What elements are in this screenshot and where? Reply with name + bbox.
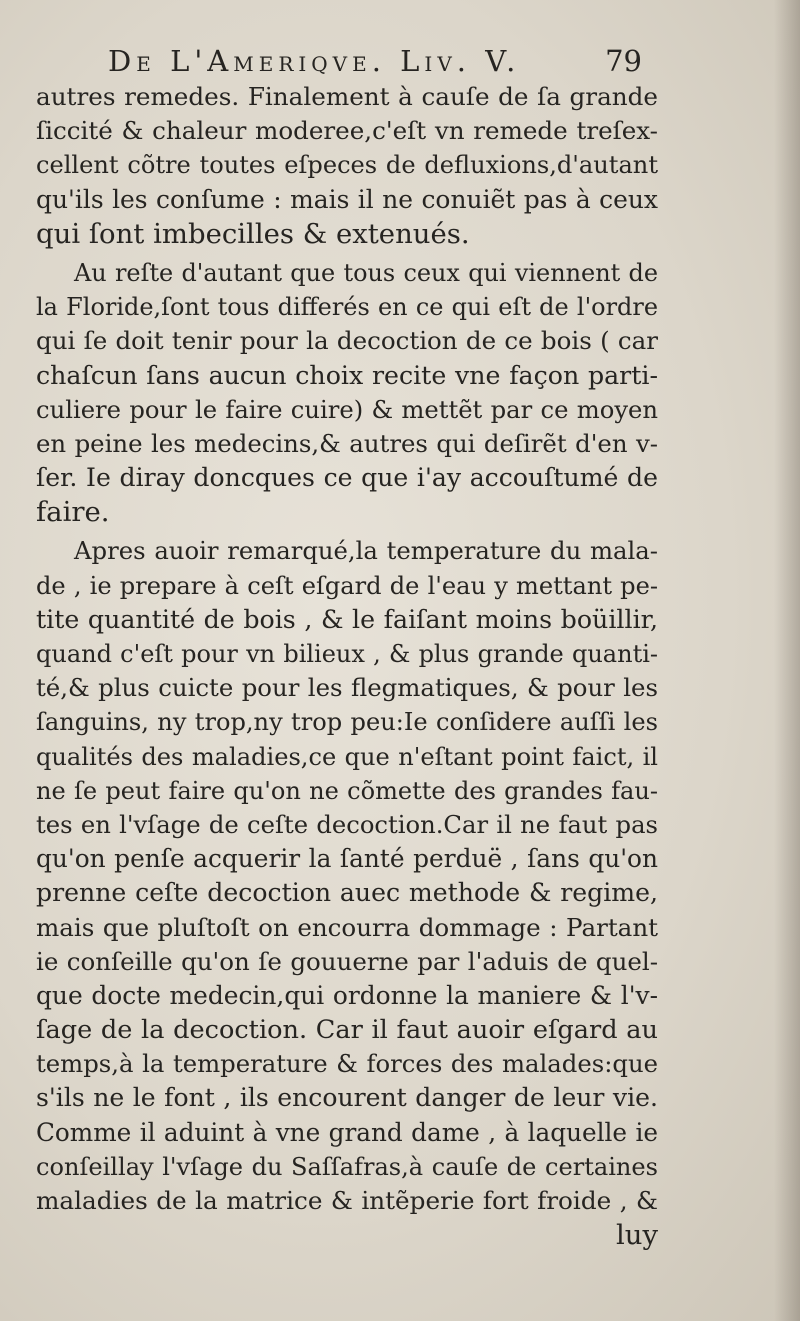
text-line: té,& plus cuicte pour les flegmatiques, & pour les — [36, 673, 658, 703]
text-line: cellent cõtre toutes eſpeces de defluxions,d'autant — [36, 151, 658, 180]
text-line: autres remedes. Finalement à cauſe de ſa grande — [36, 82, 658, 111]
text-line: ſanguins, ny trop,ny trop peu:Ie conſidere auſſi les — [36, 708, 658, 737]
text-line: Apres auoir remarqué,la temperature du mala- — [74, 536, 658, 566]
text-line: en peine les medecins,& autres qui deſirẽt d'en v- — [36, 428, 658, 458]
paragraph-2 — [36, 256, 658, 530]
catchword: luy — [615, 1219, 658, 1252]
text-line: Au reſte d'autant que tous ceux qui viennent de — [74, 258, 658, 287]
text-line: ſage de la decoction. Car il faut auoir eſgard au — [36, 1015, 658, 1046]
text-line: maladies de la matrice & intẽperie fort froide , & — [36, 1186, 658, 1215]
text-line: temps,à la temperature & forces des malades:que — [36, 1049, 658, 1079]
text-line: qui ſe doit tenir pour la decoction de ce bois ( car — [36, 326, 658, 356]
text-line: culiere pour le faire cuire) & mettẽt par ce moyen — [36, 394, 658, 424]
text-line: faire. — [36, 496, 110, 529]
text-block — [36, 80, 658, 1252]
page-header — [108, 44, 648, 84]
text-line: conſeillay l'vſage du Saſſafras,à cauſe de certaines — [36, 1152, 658, 1181]
paragraph-3 — [36, 534, 658, 1218]
text-line: de , ie prepare à ceſt eſgard de l'eau y mettant pe- — [36, 571, 658, 600]
text-line: que docte medecin,qui ordonne la maniere & l'v- — [36, 980, 658, 1010]
text-line: tite quantité de bois , & le faiſant moins boüillir, — [36, 604, 658, 634]
text-line: ſer. Ie diray doncques ce que i'ay accouſtumé de — [36, 463, 658, 493]
page-number: 79 — [605, 44, 642, 78]
text-line: tes en l'vſage de ceſte decoction.Car il ne faut pas — [36, 809, 658, 839]
text-line: chaſcun ſans aucun choix recite vne façon parti- — [36, 360, 658, 390]
text-line: mais que pluſtoſt on encourra dommage : Partant — [36, 912, 658, 942]
text-line: qu'on penſe acquerir la ſanté perduë , ſans qu'on — [36, 844, 658, 874]
running-head: De L'Ameriqve. Liv. V. — [108, 44, 521, 78]
text-line: qui ſont imbecilles & extenués. — [36, 217, 470, 250]
text-line: s'ils ne le font , ils encourent danger de leur vie. — [36, 1083, 658, 1113]
text-line: qu'ils les conſume : mais il ne conuiẽt pas à ceux — [36, 184, 658, 214]
paragraph-1 — [36, 80, 658, 251]
text-line: ſiccité & chaleur moderee,c'eſt vn remede treſex- — [36, 116, 658, 146]
text-line: ie conſeille qu'on ſe gouuerne par l'aduis de quel- — [36, 946, 658, 976]
text-line: Comme il aduint à vne grand dame , à laquelle ie — [36, 1117, 658, 1147]
text-line: qualités des maladies,ce que n'eſtant point faict, il — [36, 742, 658, 771]
text-line: ne ſe peut faire qu'on ne cõmette des grandes fau- — [36, 776, 658, 805]
text-line: quand c'eſt pour vn bilieux , & plus grande quanti- — [36, 640, 658, 668]
text-line: prenne ceſte decoction auec methode & regime, — [36, 878, 658, 908]
text-line: la Floride,ſont tous differés en ce qui eſt de l'ordre — [36, 293, 658, 322]
